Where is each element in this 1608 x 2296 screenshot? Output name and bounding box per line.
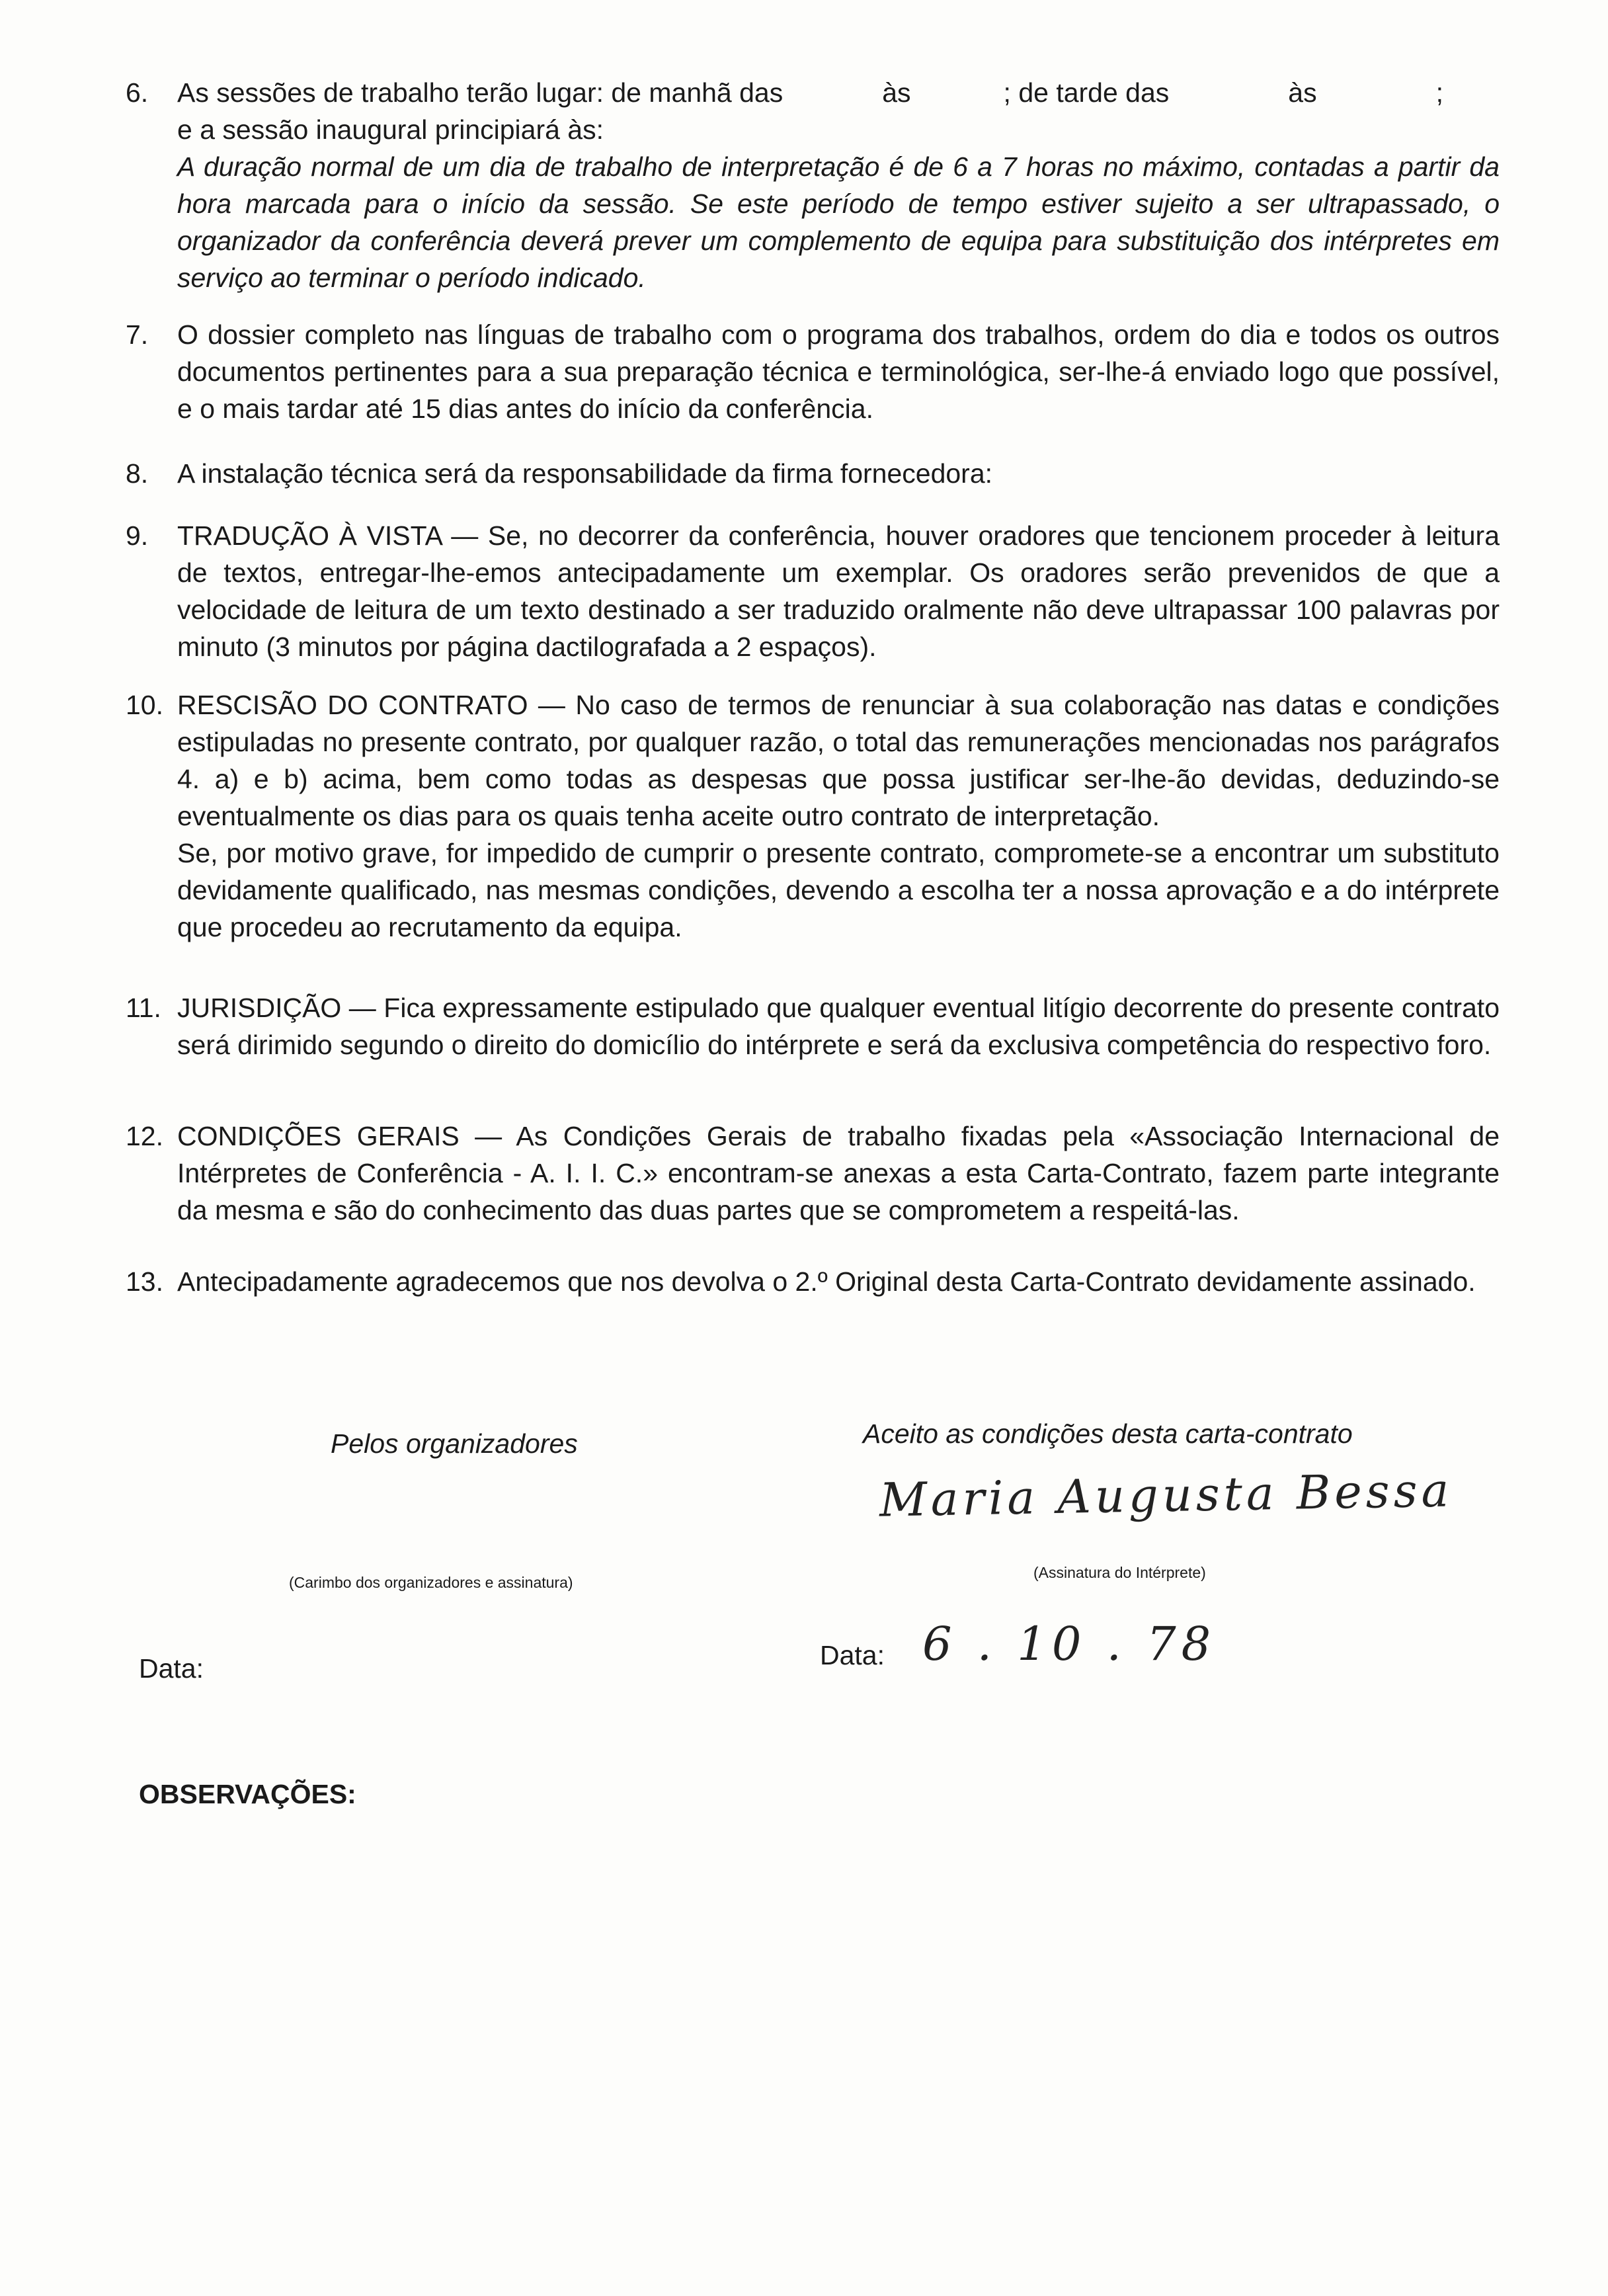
inaugural-session-text: e a sessão inaugural principiará às:	[177, 114, 604, 145]
left-date-label: Data:	[139, 1653, 204, 1684]
clause-text-2: Se, por motivo grave, for impedido de cumprir o presente contrato, compromete-se a encontrar um substituto devidamente qualificado, nas mesmas condições, devendo a escolha ter a nossa aprovação e a do intérprete que procedeu ao recrutamento da equipa.	[177, 838, 1500, 942]
session-times-text: As sessões de trabalho terão lugar: de manhã das	[177, 77, 784, 108]
clause-number: 7.	[126, 319, 149, 350]
semicolon: ;	[1435, 77, 1443, 108]
clause-number: 12.	[126, 1121, 163, 1151]
clause-number: 11.	[126, 993, 161, 1023]
interpreter-caption: (Assinatura do Intérprete)	[1033, 1564, 1206, 1581]
to-label-2: às	[1288, 77, 1317, 108]
clause-number: 6.	[126, 77, 149, 108]
clause-text: TRADUÇÃO À VISTA — Se, no decorrer da conferência, houver oradores que tencionem proceder à leitura de textos, entregar-lhe-emos antecipadamente um exemplar. Os oradores serão prevenidos de que a velocidade de leitura de um texto destinado a ser traduzido oralmente não deve ultrapassar 100 palavras por minuto (3 minutos por página dactilografada a 2 espaços).	[177, 520, 1500, 662]
clause-text: O dossier completo nas línguas de trabalho com o programa dos trabalhos, ordem do dia e todos os outros documentos pertinentes para a sua preparação técnica e terminológica, ser-lhe-á enviado logo que possível, e o mais tardar até 15 dias antes do início da conferência.	[177, 319, 1500, 424]
accept-conditions-label: Aceito as condições desta carta-contrato	[863, 1418, 1353, 1449]
clause-body	[177, 74, 1500, 296]
clause-text: A instalação técnica será da responsabilidade da firma fornecedora:	[177, 458, 993, 489]
organizers-caption: (Carimbo dos organizadores e assinatura)	[289, 1574, 573, 1591]
organizers-label: Pelos organizadores	[331, 1428, 578, 1459]
clause-number: 13.	[126, 1266, 163, 1297]
clause-number: 10.	[126, 690, 163, 720]
clause-text: JURISDIÇÃO — Fica expressamente estipulado que qualquer eventual litígio decorrente do presente contrato será dirimido segundo o direito do domicílio do intérprete e será da exclusiva competência do respectivo foro.	[177, 993, 1500, 1060]
interpreter-signature: Maria Augusta Bessa	[879, 1463, 1453, 1528]
to-label: às	[882, 77, 911, 108]
clause-number: 8.	[126, 458, 149, 489]
clause-text: Antecipadamente agradecemos que nos devolva o 2.º Original desta Carta-Contrato devidamente assinado.	[177, 1266, 1476, 1297]
clause-number: 9.	[126, 520, 149, 551]
right-date-value: 6 . 10 . 78	[922, 1617, 1217, 1671]
duration-note: A duração normal de um dia de trabalho de interpretação é de 6 a 7 horas no máximo, contadas a partir da hora marcada para o início da sessão. Se este período de tempo estiver sujeito a ser ultrapassado, o organizador da conferência deverá prever um complemento de equipa para substituição dos intérpretes em serviço ao terminar o período indicado.	[177, 151, 1500, 293]
observations-heading: OBSERVAÇÕES:	[139, 1779, 356, 1809]
afternoon-label: ; de tarde das	[1003, 77, 1170, 108]
clause-text: RESCISÃO DO CONTRATO — No caso de termos de renunciar à sua colaboração nas datas e condições estipuladas no presente contrato, por qualquer razão, o total das remunerações mencionadas nos parágrafos 4. a) e b) acima, bem como todas as despesas que possa justificar ser-lhe-ão devidas, deduzindo-se eventualmente os dias para os quais tenha aceite outro contrato de interpretação.	[177, 690, 1500, 831]
clause-text: CONDIÇÕES GERAIS — As Condições Gerais de trabalho fixadas pela «Associação Internacional de Intérpretes de Conferência - A. I. I. C.» encontram-se anexas a esta Carta-Contrato, fazem parte integrante da mesma e são do conhecimento das duas partes que se comprometem a respeitá-las.	[177, 1121, 1500, 1225]
right-date-label: Data:	[820, 1640, 885, 1670]
